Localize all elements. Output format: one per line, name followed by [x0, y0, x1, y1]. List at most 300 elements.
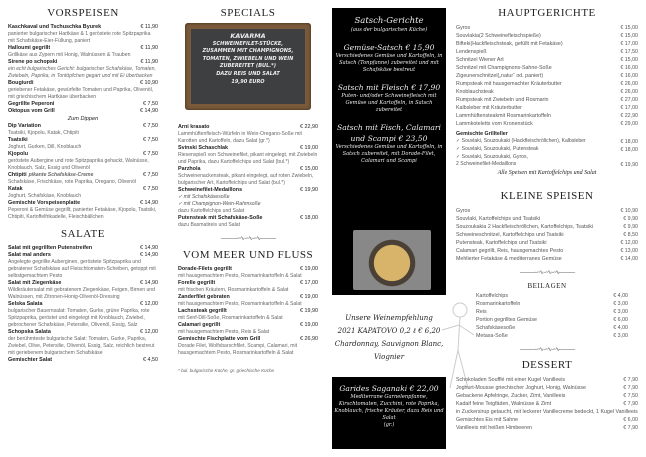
menu-item-desc: Grillkäse aus Zypern mit Honig, Walnüssen & Trauben: [8, 52, 131, 58]
list-row: [456, 80, 638, 88]
satsch-item-title: [332, 42, 446, 53]
list-row: [456, 72, 638, 80]
list-row: [456, 104, 638, 112]
menu-item: [178, 124, 318, 145]
row-label: [456, 223, 593, 231]
list-row: [456, 48, 638, 56]
menu-item: [178, 187, 318, 215]
row-name: Vanilleeis mit heißen Himbeeren: [456, 425, 532, 431]
grill-option-price: € 18,00: [620, 147, 638, 153]
section-title-specials: SPECIALS: [220, 7, 276, 19]
row-label: [456, 215, 540, 223]
row-label: [456, 424, 532, 432]
row-extra: („natur“ od. paniert): [497, 73, 544, 79]
menu-item-header: [8, 329, 158, 336]
row-price: € 17,50: [620, 49, 638, 55]
menu-item-header: [178, 336, 318, 343]
list-row: [456, 88, 638, 96]
menu-item-header: [8, 101, 158, 108]
satsch-item-name: Satsch mit Fisch, Calamari und Scampi: [337, 123, 441, 143]
menu-item: [8, 80, 158, 101]
menu-item-price: € 12,00: [140, 301, 158, 307]
menu-option: ✓ mit Schafskäsesoße: [178, 194, 230, 200]
row-name: Kalbsleber mit Kräuterbutter: [456, 105, 522, 111]
menu-item-header: [8, 108, 158, 115]
chalkboard-kavarma: [185, 23, 311, 110]
menu-item-desc: dazu Kartoffelchips und Salat: [178, 208, 245, 214]
menu-item-price: € 19,00: [300, 266, 318, 272]
satsch-title: Satsch-Gerichte: [354, 16, 424, 26]
menu-item-price: € 11,90: [140, 24, 158, 30]
row-extra: (2 Schweinefleischspieße): [478, 33, 541, 39]
row-name: Souvlaki: [456, 216, 477, 222]
menu-item: [8, 245, 158, 252]
row-name: Gemischtes Eis mit Sahne: [456, 417, 519, 423]
row-label: [456, 408, 638, 416]
menu-item: [178, 322, 318, 336]
menu-item-header: [178, 215, 318, 222]
menu-item-price: € 26,90: [300, 336, 318, 342]
satsch-item-title: [332, 82, 446, 93]
row-price: € 7,50: [623, 393, 638, 399]
row-price: € 9,90: [623, 224, 638, 230]
satsch-item: [332, 122, 446, 165]
menu-item-desc: mit hausgemachtem Pesto, Rosmarinkartoffeln & Salat: [178, 301, 302, 307]
menu-item-price: € 7,50: [143, 172, 158, 178]
list-row: [456, 112, 638, 120]
menu-item-price: € 7,50: [143, 137, 158, 143]
grill-option-price: € 18,00: [620, 139, 638, 145]
menu-item-name: Putensteak mit Schafskäse-Soße: [178, 215, 263, 221]
row-name: Souzoukakia: [456, 224, 487, 230]
menu-item-desc: mit hausgemachtem Pesto, Rosmarinkartoffeln & Salat: [178, 273, 302, 279]
column-specials-meer: [178, 0, 318, 24]
satsch-item-desc: Verschiedenes Gemüse und Kartoffeln, in Satsch (Tonpfanne) zubereitet und mit Schafskäse bestreut: [335, 53, 443, 73]
board-line: ZUBEREITET (BUL.*): [219, 63, 277, 70]
row-price: € 6,00: [613, 317, 628, 323]
grill-option: [456, 154, 638, 161]
row-extra: 2 Hackfleischröllchen, Kartoffelchips, Tsatsiki: [486, 224, 594, 230]
menu-item: [8, 45, 158, 59]
menu-item-name: Tsatsiki: [8, 137, 28, 143]
row-price: € 22,90: [620, 113, 638, 119]
row-price: € 26,00: [620, 81, 638, 87]
row-label: [456, 88, 494, 96]
row-price: € 7,90: [623, 377, 638, 383]
satsch-item-name: Satsch mit Fleisch: [337, 83, 409, 92]
row-label: [456, 72, 543, 80]
row-name: Portion gegrilltes Gemüse: [476, 317, 537, 323]
menu-item-name: Gemischte Fischplatte vom Grill: [178, 336, 261, 342]
row-price: € 26,00: [620, 89, 638, 95]
haupt-note: Alle Speisen mit Kartoffelchips und Salat: [497, 170, 597, 176]
row-name: Calamari gegrillt: [456, 248, 495, 254]
row-label: [456, 231, 564, 239]
row-price: € 16,00: [620, 73, 638, 79]
garides-panel: [332, 377, 446, 449]
menu-item-header: [8, 245, 158, 252]
menu-item: [178, 266, 318, 280]
menu-item-header: [178, 266, 318, 273]
row-name: Rumpsteak mit hausgemachter Kräuterbutter: [456, 81, 562, 87]
row-label: [456, 255, 562, 263]
menu-item-header: [8, 200, 158, 207]
grill-option-text: ✓ Souvlaki, Souzoukaki, Gyros,: [456, 154, 528, 160]
menu-item-price: € 19,90: [300, 187, 318, 193]
menu-item-desc: der berühmteste bulgarische Salat: Tomaten, Gurke, Paprika, Zwiebel, Olive, Petersilie, Olivenöl, Essig, Salz, reichlich bestreut mit geriebenem bulgarischem Schafskäse: [8, 336, 155, 356]
menu-item-name: Bougiurdi: [8, 80, 34, 86]
menu-item-name: Parzhola: [178, 166, 201, 172]
satsch-item-name: Gemüse-Satsch: [343, 43, 403, 52]
row-price: € 3,00: [613, 309, 628, 315]
menu-item-header: [8, 252, 158, 259]
row-name: Bifteki: [456, 41, 471, 47]
menu-item-name: Dip Variation: [8, 123, 41, 129]
menu-item-desc: mit frischen Kräutern, Rosmarinkartoffeln & Salat: [178, 287, 289, 293]
row-name: Schweineschnitzel: [456, 232, 500, 238]
row-label: [456, 48, 487, 56]
menu-item: [8, 59, 158, 80]
menu-item-price: € 19,00: [300, 294, 318, 300]
row-label: [456, 239, 547, 247]
row-name: Putensteak: [456, 240, 483, 246]
ornament-divider: ———∽∿∽∿∽∿———: [220, 236, 276, 242]
section-title-beilagen: BEILAGEN: [527, 282, 567, 290]
list-row: [456, 56, 638, 64]
row-label: [456, 64, 552, 72]
row-name: Lammhüftensteak: [456, 113, 499, 119]
satsch-item-price: € 17,90: [411, 83, 441, 92]
row-extra: mit Rosmarinkartoffeln: [498, 113, 551, 119]
list-row: [456, 424, 638, 432]
row-extra: , Kartoffelchips und Tsatsiki: [482, 240, 547, 246]
menu-item-desc: Tsatsiki, Kjopolu, Katak, Chtipiti: [8, 130, 79, 136]
menu-item-header: [178, 145, 318, 152]
menu-item-price: € 11,90: [140, 45, 158, 51]
row-price: € 7,90: [623, 385, 638, 391]
menu-item-note: pikante Schafskäse-Creme: [28, 172, 94, 178]
satsch-item-title: [332, 122, 446, 144]
menu-item-name: Salat mal anders: [8, 252, 51, 258]
menu-item: [8, 301, 158, 329]
row-name: Schafskäsesoße: [476, 325, 516, 331]
list-row: [456, 120, 638, 128]
row-label: [456, 32, 541, 40]
row-price: € 17,00: [620, 41, 638, 47]
grill-option: [456, 161, 638, 169]
menu-item-header: [178, 187, 318, 194]
menu-item-desc: ein echt bulgarisches Gericht: bulgarischer Schafskäse, Tomaten, Zwiebeln, Paprika, in Tontöpfchen gegart und mit Ei überbacken: [8, 66, 156, 79]
satsch-item-desc: Verschiedenes Gemüse und Kartoffeln, in Satsch zubereitet, mit Dorade-Filet, Calamari und Scampi: [335, 144, 443, 164]
grill-title: Gemischte Grillteller: [456, 131, 508, 137]
row-label: [456, 247, 563, 255]
menu-item-name: Calamari gegrillt: [178, 322, 221, 328]
section-title-dessert: DESSERT: [521, 359, 573, 371]
satsch-item-price: € 15,90: [405, 43, 435, 52]
board-line: 19,90 EURO: [231, 78, 265, 85]
list-row: [456, 239, 638, 247]
satsch-item: [332, 42, 446, 74]
list-row: [456, 40, 638, 48]
row-label: [456, 40, 563, 48]
row-price: € 7,90: [623, 401, 638, 407]
list-row: [456, 384, 638, 392]
footnote: * bul. bulgarische Küche, gr. griechische Küche: [178, 368, 275, 373]
grill-option: [456, 138, 638, 146]
row-name: Joghurt-Mousse: [456, 385, 494, 391]
list-row: [456, 376, 638, 384]
row-price: € 3,00: [613, 333, 628, 339]
row-label: [456, 207, 470, 215]
menu-item-name: Dorade-Filets gegrillt: [178, 266, 232, 272]
list-row: [476, 300, 628, 308]
menu-item-name: Gegrillte Peperoni: [8, 101, 55, 107]
row-label: [456, 24, 470, 32]
list-row: [456, 96, 638, 104]
row-price: € 15,00: [620, 57, 638, 63]
list-row: [456, 223, 638, 231]
list-row: [456, 255, 638, 263]
menu-item-price: € 22,90: [300, 124, 318, 130]
row-name: Schnitzel Wiener Art: [456, 57, 504, 63]
list-row: [456, 64, 638, 72]
menu-item-desc: mit hausgemachtem Pesto, Reis & Salat: [178, 329, 270, 335]
garides-title: Garides Saganaki € 22,00: [339, 384, 439, 393]
row-price: € 7,90: [623, 425, 638, 431]
menu-item-header: [178, 294, 318, 301]
menu-item-desc: geröstete Aubergine und rote Spitzpaprika gehackt, Walnüsse, Knoblauch, Salz, Essig und Olivenöl: [8, 158, 149, 171]
menu-option: ✓ mit Champignon-Wein-Rahmsoße: [178, 201, 261, 207]
menu-item: [8, 200, 158, 221]
row-name: Mehlierter Fetakäse & mediterranes Gemüse: [456, 256, 562, 262]
list-row: [456, 231, 638, 239]
row-extra: in Zuckersirup getaucht, mit leckerer Vanillecreme bedeckt, 1 Kugel Vanilleeis: [456, 409, 638, 415]
grill-option-price: € 19,90: [620, 162, 638, 168]
menu-item-name: Sirene po schopski: [8, 59, 58, 65]
menu-item-name: Selska Salata: [8, 301, 43, 307]
menu-item-price: € 14,90: [140, 108, 158, 114]
garides-note: (gr.): [383, 422, 395, 428]
menu-item: [8, 280, 158, 301]
menu-item-name: Katak: [8, 186, 23, 192]
list-row: [456, 207, 638, 215]
row-price: € 6,00: [623, 417, 638, 423]
satsch-subtitle: (aus der bulgarischen Küche): [350, 27, 428, 33]
row-label: [456, 104, 522, 112]
row-extra: , Kartoffelchips und Tsatsiki: [476, 216, 541, 222]
row-label: [456, 416, 518, 424]
column-vorspeisen-salate: [8, 0, 158, 364]
satsch-item-price: € 23,50: [398, 134, 428, 143]
list-row: [456, 416, 638, 424]
row-price: € 29,00: [620, 121, 638, 127]
kavarma-title: KAVARMA: [230, 32, 266, 40]
board-line: TOMATEN, ZWIEBELN UND WEIN: [202, 55, 294, 62]
section-title-salate: SALATE: [61, 228, 105, 240]
row-price: € 4,00: [613, 293, 628, 299]
menu-item-header: [178, 280, 318, 287]
menu-item-desc: geriebener Fetakäse, gewürfelte Tomaten und Paprika, Olivenöl, mit griechischem Hartkäse überbacken: [8, 87, 154, 100]
menu-item: [8, 151, 158, 172]
menu-item: [178, 336, 318, 357]
menu-item-name: Lachssteak gegrillt: [178, 308, 227, 314]
menu-item: [8, 252, 158, 280]
list-row: [456, 215, 638, 223]
row-name: Schokoladen Soufflé: [456, 377, 505, 383]
menu-item-desc: Lammhüftenfleisch-Würfeln in Wein-Oregano-Soße mit Karotten und Kartoffeln, dazu Salat (gr.*): [178, 131, 302, 144]
menu-item-desc: Dorade Filet, Wolfsbarschfilet, Scampi, Calamari, mit hausgemachtem Pesto, Rosmarinkartoffeln & Salat: [178, 343, 298, 356]
menu-item-price: € 14,90: [140, 200, 158, 206]
row-label: [456, 112, 551, 120]
menu-item-price: € 12,00: [140, 329, 158, 335]
row-extra: , Kartoffelchips und Tsatsiki: [499, 232, 564, 238]
list-row: [476, 316, 628, 324]
row-label: [456, 80, 562, 88]
menu-item-desc: Schweinenackensteak, pikant eingelegt, auf roten Zwiebeln, bulgarischer Art, Kartoffelchips und Salat (bul.*): [178, 173, 314, 186]
satsch-item: [332, 82, 446, 114]
grill-option-text: 2 Schweinefilet-Medaillons: [456, 161, 517, 167]
row-price: € 17,00: [620, 105, 638, 111]
menu-item: [178, 145, 318, 166]
list-row: [476, 308, 628, 316]
menu-item-desc: Peperoni & Gemüse gegrillt, panierter Fetakäse, Kjopolu, Tsatsiki, Chtipiti, Kartoffelfrikadelle, Fleischbällchen: [8, 207, 157, 220]
menu-item-name: Schopska Salata: [8, 329, 51, 335]
row-price: € 10,90: [620, 208, 638, 214]
menu-item-price: € 7,50: [143, 101, 158, 107]
menu-item: [8, 172, 158, 186]
menu-item-header: [8, 80, 158, 87]
row-price: € 3,00: [613, 301, 628, 307]
menu-item-desc: Joghurt, Gurken, Dill, Knoblauch: [8, 144, 82, 150]
row-price: € 15,00: [620, 25, 638, 31]
row-name: Lammkoteletts vom Kronenstück: [456, 121, 533, 127]
row-label: [456, 400, 551, 408]
menu-item-name: Halloumi gegrillt: [8, 45, 51, 51]
section-title-haupt: HAUPTGERICHTE: [498, 7, 596, 19]
row-extra: Zucker, Zimt, Vanilleeis: [509, 393, 566, 399]
menu-item-price: € 19,90: [300, 308, 318, 314]
menu-item-desc: mit Senf-Dill-Soße, Rosmarinkartoffeln & Salat: [178, 315, 283, 321]
menu-item-header: [8, 186, 158, 193]
menu-item-price: € 17,00: [300, 280, 318, 286]
row-price: € 9,90: [623, 216, 638, 222]
ornament-divider: ———∽∿∽∿∽∿———: [519, 270, 575, 276]
menu-item: [8, 123, 158, 137]
column-haupt: [456, 0, 638, 432]
garides-desc: Mediterrane Garnelenpfanne, Kirschtomaten, Zucchini, rote Paprika, Knoblauch, frische Kräuter, dazu Reis und Salat: [334, 394, 444, 421]
menu-item: [8, 186, 158, 200]
menu-item-name: Svinski Schaschlak: [178, 145, 229, 151]
menu-item-desc: Joghurt, Schafskäse, Knoblauch: [8, 193, 82, 199]
menu-item: [178, 280, 318, 294]
menu-item: [178, 215, 318, 229]
row-name: Souvlakia: [456, 33, 479, 39]
menu-item: [178, 294, 318, 308]
list-row: [456, 24, 638, 32]
menu-item-desc: panierter bulgarischer Hartkäse & 1 geröstete rote Spitzpaprika mit Schafskäse-Eier-Füllung, paniert: [8, 31, 151, 44]
list-row: [456, 392, 638, 400]
grill-option-text: ✓ Souvlaki, Souzoukaki (Hackfleischröllchen), Kalbsleber: [456, 138, 586, 144]
menu-item-header: [8, 280, 158, 287]
menu-item-header: [8, 357, 158, 364]
row-extra: griechischer Joghurt, Honig, Walnüsse: [493, 385, 586, 391]
menu-item-desc: dazu Basmatireis und Salat: [178, 222, 241, 228]
menu-item-name: Salat mit gegrillten Putenstreifen: [8, 245, 93, 251]
dips-subtitle: Zum Dippen: [67, 116, 99, 122]
menu-item-header: [8, 45, 158, 52]
row-name: Kadaif: [456, 401, 472, 407]
list-row: [456, 400, 638, 408]
row-name: Gebackene Apfelringe,: [456, 393, 510, 399]
menu-item-name: Gemischte Vorspeisenplatte: [8, 200, 81, 206]
grill-option: [456, 146, 638, 154]
menu-item-price: € 7,50: [143, 151, 158, 157]
menu-item-desc: Wildkräutersalat mit gebratenem Ziegenkäse, Feigen, Birnen und Walnüssen, mit Zitronen-Honig-Olivenöl-Dressing: [8, 287, 155, 300]
menu-item-name: Arni krasato: [178, 124, 210, 130]
menu-item-header: [178, 166, 318, 173]
wine-grapes: Chardonnay, Sauvignon Blanc, Viognier: [334, 340, 444, 361]
menu-item-header: [8, 172, 158, 179]
row-label: [456, 376, 565, 384]
menu-item-price: € 4,50: [143, 357, 158, 363]
menu-item-name: Salat mit Ziegenkäse: [8, 280, 62, 286]
row-name: Lendenspieß: [456, 49, 487, 55]
row-extra: feine Teigfäden, Walnüsse & Zimt: [471, 401, 552, 407]
row-price: € 14,00: [620, 256, 638, 262]
menu-item-header: [178, 124, 318, 131]
row-name: Zigeunerschnitzel: [456, 73, 498, 79]
list-row: [476, 324, 628, 332]
section-title-meer: VOM MEER UND FLUSS: [182, 249, 314, 261]
specials-list: [178, 124, 318, 374]
section-title-kleine: KLEINE SPEISEN: [500, 190, 594, 202]
list-row: [476, 292, 628, 300]
menu-item-header: [8, 59, 158, 66]
row-extra: , Reis, hausgemachtes Pesto: [494, 248, 564, 254]
row-price: € 4,00: [613, 325, 628, 331]
row-name: Rumpsteak mit Zwiebeln und Rosmarin: [456, 97, 549, 103]
list-row: [456, 32, 638, 40]
row-label: [456, 120, 533, 128]
row-name: Rosmarinkartoffeln: [476, 301, 521, 307]
board-line: SCHWEINEFILET-STÜCKE,: [212, 40, 284, 47]
menu-item: [8, 24, 158, 45]
menu-item-price: € 18,00: [300, 215, 318, 221]
menu-item-price: € 15,00: [300, 166, 318, 172]
row-label: [456, 96, 548, 104]
menu-item: [8, 108, 158, 115]
menu-item-desc: bulgarischer Bauernsalat: Tomaten, Gurke, grüne Paprika, rote Spitzpaprika, geröstet und eingelegt mit Knoblauch, Zwiebel, gebrochener Schafskäse, Petersilie, Olivenöl, Essig, Salz: [8, 308, 150, 328]
menu-item-name: Kjopolu: [8, 151, 29, 157]
menu-item-price: € 19,00: [300, 322, 318, 328]
list-row: [476, 332, 628, 340]
menu-item-price: € 7,50: [143, 123, 158, 129]
wine-heading: Unsere Weinempfehlung: [345, 314, 433, 322]
row-name: Reis: [476, 309, 487, 315]
menu-item-desc: Riesenspieß von Schweinefilet, pikant eingelegt, mit Zwiebeln und Paprika, dazu Kartoffelchips und Salat (bul.*): [178, 152, 318, 165]
row-name: Schnitzel mit Champignons-Sahne-Soße: [456, 65, 552, 71]
wine-recommendation: [332, 312, 446, 364]
menu-item: [178, 166, 318, 187]
row-price: € 13,00: [620, 248, 638, 254]
row-price: € 8,50: [623, 232, 638, 238]
section-title-vorspeisen: VORSPEISEN: [47, 7, 119, 19]
board-line: ZUSAMMEN MIT CHAMPIGNONS,: [202, 48, 294, 55]
row-name: Gyros: [456, 208, 471, 214]
row-price: € 15,00: [620, 33, 638, 39]
menu-item: [8, 137, 158, 151]
menu-item-name: Kaschkaval und Tschuschka Byurek: [8, 24, 102, 30]
